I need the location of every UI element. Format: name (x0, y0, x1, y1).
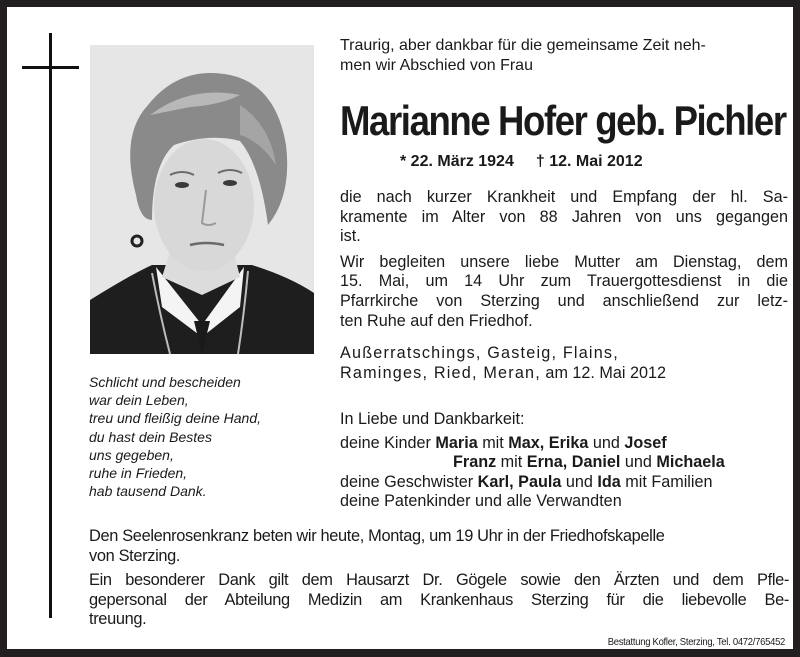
body-line: Wir begleiten unsere liebe Mutter am Dienstag, dem (340, 252, 788, 271)
mourner-name: Max, Erika (508, 433, 589, 452)
mourner-name: Maria (435, 433, 478, 452)
death-date: † 12. Mai 2012 (535, 153, 643, 170)
mourner-name: Franz (453, 453, 497, 472)
mourners-line-children: deine Kinder Maria mit Max, Erika und Josef (340, 433, 667, 452)
places-line: Raminges, Ried, Meran, am 12. Mai 2012 (340, 363, 667, 382)
body-line: ist. (340, 227, 361, 246)
body-line: Pfarrkirche von Sterzing und anschließend zur letz- (340, 291, 788, 310)
announcement-body (340, 188, 788, 331)
mourners-line-siblings: deine Geschwister Karl, Paula und Ida mit Familien (340, 472, 713, 491)
intro-line: Traurig, aber dankbar für die gemeinsame Zeit neh- (340, 37, 706, 54)
thanks-line: treuung. (89, 610, 147, 629)
body-line: ten Ruhe auf den Friedhof. (340, 311, 533, 330)
portrait-photo (90, 45, 314, 354)
poem-line: treu und fleißig deine Hand, (89, 410, 261, 427)
mourner-name: Erna, Daniel (526, 453, 621, 472)
mourner-name: Michaela (656, 453, 725, 472)
poem-line: du hast dein Bestes (89, 428, 212, 445)
obituary-notice (7, 7, 793, 649)
service-and-thanks (89, 527, 789, 630)
places-and-date (340, 344, 666, 383)
mourners-line-relatives: deine Patenkinder und alle Verwandten (340, 492, 622, 511)
intro-text (340, 36, 790, 76)
mourners-line-children-2: Franz mit Erna, Daniel und Michaela (453, 453, 725, 472)
funeral-home-credit: Bestattung Kofler, Sterzing, Tel. 0472/765452 (607, 636, 785, 648)
body-line: 15. Mai, um 14 Uhr zum Trauergottesdienst in die (340, 272, 788, 291)
poem-line: hab tausend Dank. (89, 483, 207, 500)
thanks-line: Ein besonderer Dank gilt dem Hausarzt Dr. Gögele sowie den Ärzten und dem Pfle- (89, 571, 789, 590)
rosary-line: von Sterzing. (89, 546, 181, 565)
poem-line: ruhe in Frieden, (89, 465, 188, 482)
latin-cross-icon-bar (22, 66, 79, 69)
mourners-heading: In Liebe und Dankbarkeit: (340, 410, 525, 428)
body-line: die nach kurzer Krankheit und Empfang der hl. Sa- (340, 188, 788, 206)
thanks-line: gepersonal der Abteilung Medizin am Krankenhaus Sterzing für die liebevolle Be- (89, 590, 789, 609)
mourner-name: Ida (597, 472, 621, 491)
poem-line: war dein Leben, (89, 392, 189, 409)
mourner-name: Josef (624, 433, 667, 452)
mourner-name: Karl, Paula (477, 472, 562, 491)
memorial-poem (89, 373, 261, 500)
deceased-name: Marianne Hofer geb. Pichler (340, 97, 786, 144)
poem-line: Schlicht und bescheiden (89, 374, 241, 390)
life-dates (400, 152, 643, 172)
rosary-line: Den Seelenrosenkranz beten wir heute, Montag, um 19 Uhr in der Friedhofskapelle (89, 527, 665, 545)
mourners-list (340, 410, 725, 512)
birth-date: * 22. März 1924 (400, 153, 514, 170)
poem-line: uns gegeben, (89, 446, 174, 463)
places-line: Außerratschings, Gasteig, Flains, (340, 344, 619, 362)
intro-line: men wir Abschied von Frau (340, 57, 533, 74)
notice-date: am 12. Mai 2012 (540, 363, 667, 382)
latin-cross-icon (49, 33, 52, 618)
body-line: kramente im Alter von 88 Jahren von uns gegangen (340, 207, 788, 226)
